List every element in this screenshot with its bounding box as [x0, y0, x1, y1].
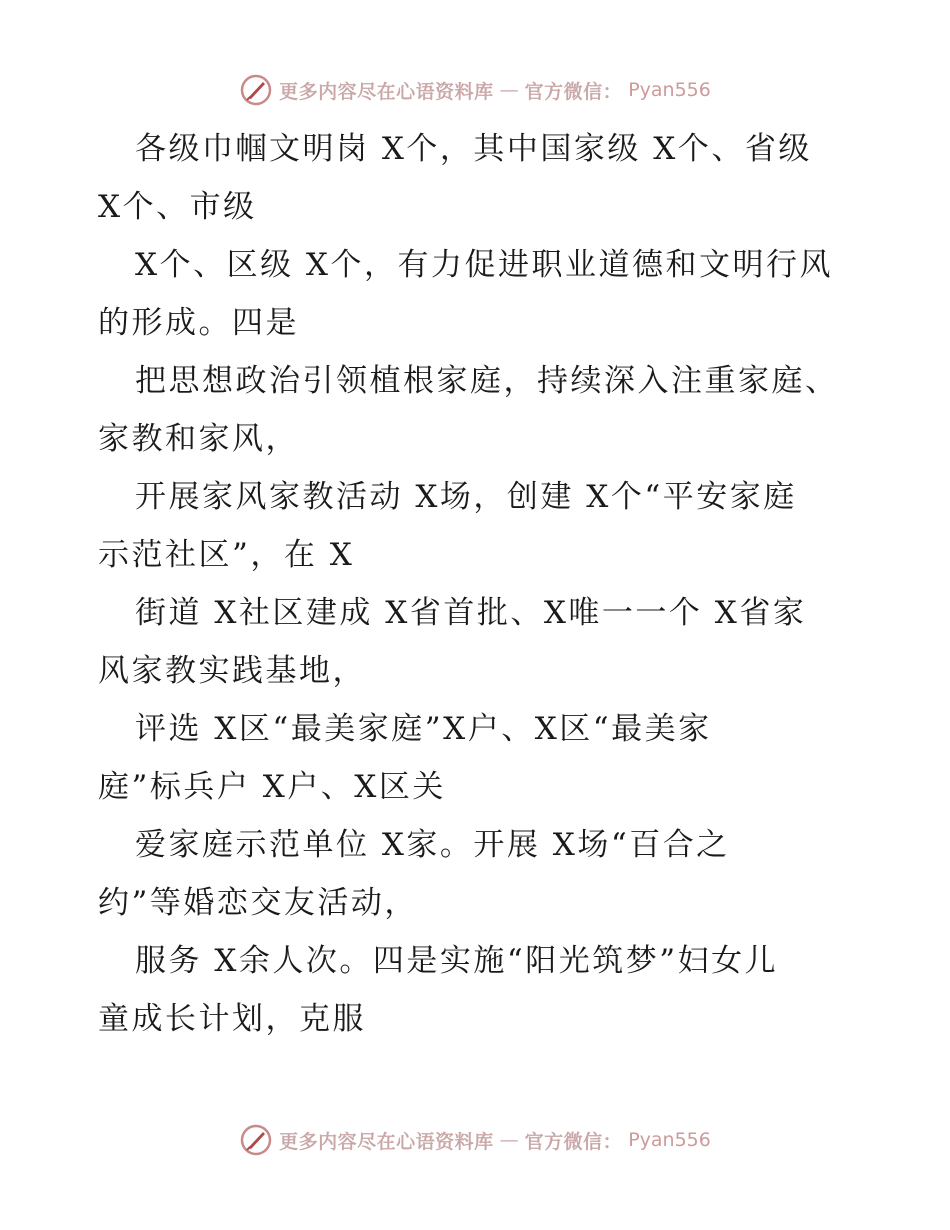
- paragraph-8: [98, 932, 858, 1048]
- paragraph-7: [98, 816, 858, 932]
- paragraph-line: 庭”标兵户 X户、X区关: [98, 769, 446, 805]
- paragraph-line: 童成长计划，克服: [98, 1001, 366, 1037]
- paragraph-line: 服务 X余人次。四是实施“阳光筑梦”妇女儿: [135, 943, 779, 979]
- watermark-wechat-id: Pyan556: [628, 79, 711, 101]
- paragraph-6: [98, 700, 858, 816]
- feather-pen-logo-icon: [239, 73, 273, 107]
- paragraph-4: [98, 468, 858, 584]
- header-watermark: [0, 70, 950, 110]
- watermark-separator: —: [499, 1129, 519, 1151]
- feather-pen-logo-icon: [239, 1123, 273, 1157]
- paragraph-line: 街道 X社区建成 X省首批、X唯一一个 X省家: [135, 595, 807, 631]
- watermark-wechat-id: Pyan556: [628, 1129, 711, 1151]
- paragraph-line: X个、区级 X个，有力促进职业道德和文明行风: [135, 247, 833, 283]
- paragraph-line: 约”等婚恋交友活动，: [98, 885, 418, 921]
- watermark-separator: —: [499, 79, 519, 101]
- paragraph-line: 开展家风家教活动 X场，创建 X个“平安家庭: [135, 479, 797, 515]
- paragraph-line: 爱家庭示范单位 X家。开展 X场“百合之: [135, 827, 730, 863]
- paragraph-line: 把思想政治引领植根家庭，持续深入注重家庭、: [135, 363, 839, 399]
- paragraph-line: 的形成。四是: [98, 305, 299, 341]
- watermark-wechat-label: 官方微信：: [524, 80, 623, 103]
- paragraph-line: 风家教实践基地，: [98, 653, 366, 689]
- paragraph-line: 评选 X区“最美家庭”X户、X区“最美家: [135, 711, 712, 747]
- watermark-wechat-label: 官方微信：: [524, 1130, 623, 1153]
- watermark-site-text: 更多内容尽在心语资料库: [279, 80, 494, 103]
- paragraph-3: [98, 352, 858, 468]
- watermark-site-text: 更多内容尽在心语资料库: [279, 1130, 494, 1153]
- paragraph-2: [98, 236, 858, 352]
- paragraph-5: [98, 584, 858, 700]
- paragraph-line: 各级巾帼文明岗 X个，其中国家级 X个、省级: [135, 131, 812, 167]
- paragraph-line: 示范社区”，在 X: [98, 537, 355, 573]
- document-body: [98, 120, 858, 1048]
- paragraph-1: [98, 120, 858, 236]
- paragraph-line: 家教和家风，: [98, 421, 299, 457]
- footer-watermark: [0, 1120, 950, 1160]
- paragraph-line: X个、市级: [98, 189, 257, 225]
